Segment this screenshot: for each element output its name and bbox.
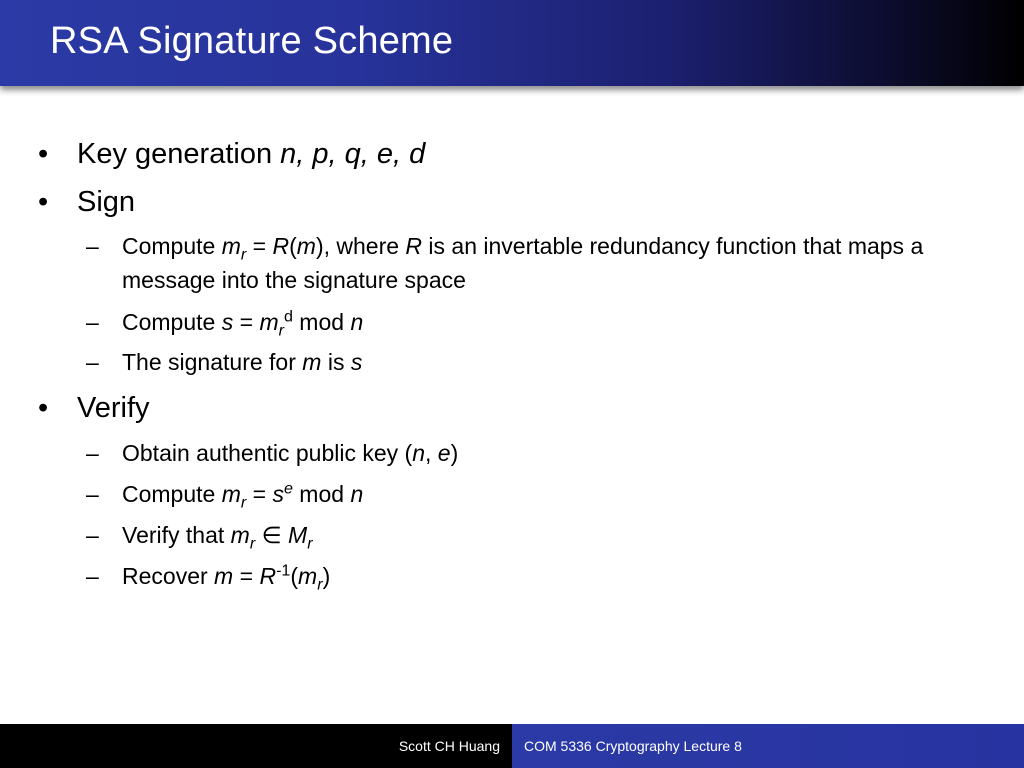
footer [0,724,1024,768]
bullet-label: Verify [77,392,150,424]
sub-bullet-text: Recover $m = R^{-1}(m_r)$ [122,561,331,594]
bullet-sign [38,185,135,219]
dash-icon: – [86,233,99,259]
sub-bullet-sign-compute-s [86,305,966,339]
dash-icon: – [86,522,99,548]
sub-bullet-verify-membership [86,518,966,552]
sub-bullet-sign-compute-mr [86,229,966,297]
sub-bullet-text: Obtain authentic public key (n, e) [122,440,459,466]
bullet-icon: • [38,392,49,424]
dash-icon: – [86,481,99,507]
dash-icon: – [86,563,99,589]
sub-bullet-text: Verify that $m_r$ ∈ $M_r$ [122,522,313,553]
footer-author: Scott CH Huang [0,724,512,768]
sub-bullet-signature-for-m [86,345,966,379]
dash-icon: – [86,349,99,375]
bullet-key-generation [38,137,425,171]
bullet-label: Key generation n, p, q, e, d [77,138,426,170]
footer-course: COM 5336 Cryptography Lecture 8 [512,724,1024,768]
sub-bullet-text: Compute $m_r = R(m)$, where R is an invertable redundancy function that maps a message into the signature space [122,233,924,293]
bullet-icon: • [38,138,49,170]
bullet-label: Sign [77,186,136,218]
sub-bullet-obtain-public-key [86,436,966,470]
slide-title: RSA Signature Scheme [50,20,454,62]
sub-bullet-text: Compute $s = m_r^d$ mod n [122,307,364,340]
bullet-icon: • [38,186,49,218]
sub-bullet-text: Compute $m_r = s^e$ mod n [122,479,364,512]
dash-icon: – [86,440,99,466]
bullet-verify [38,391,150,425]
sub-bullet-recover-m [86,559,966,593]
sub-bullet-verify-compute-mr [86,477,966,511]
title-bar [0,0,1024,86]
sub-bullet-text: The signature for m is s [122,349,363,375]
dash-icon: – [86,309,99,335]
